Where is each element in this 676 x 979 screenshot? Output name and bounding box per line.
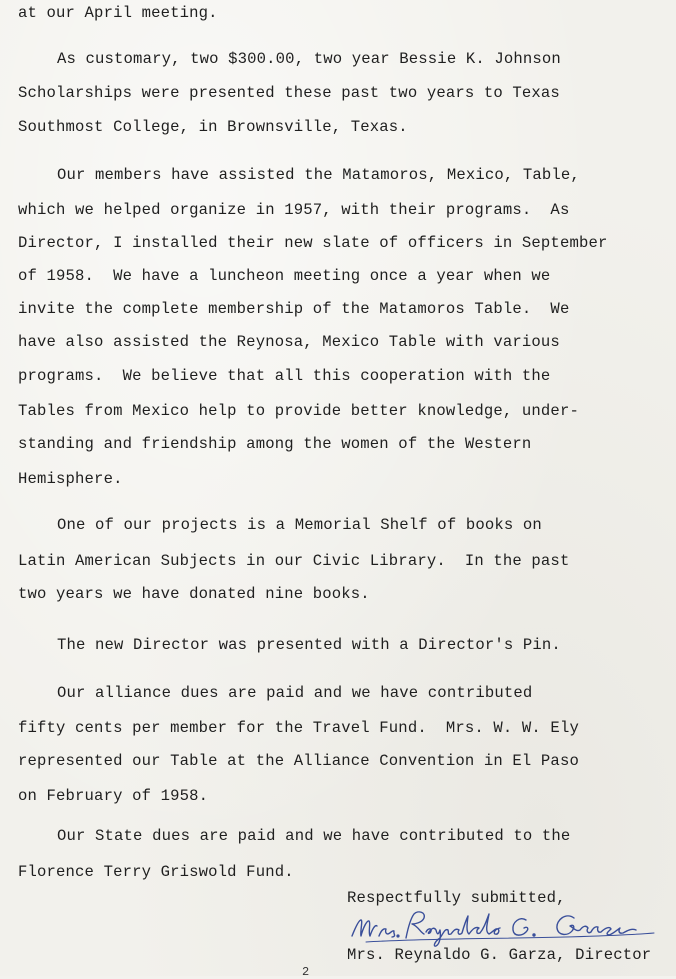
- text-line: Our State dues are paid and we have contributed to the: [57, 827, 571, 845]
- text-line: Our alliance dues are paid and we have contributed: [57, 684, 533, 702]
- text-line: represented our Table at the Alliance Convention in El Paso: [18, 752, 579, 770]
- text-line: on February of 1958.: [18, 787, 209, 805]
- text-line: at our April meeting.: [18, 4, 218, 22]
- typed-signature: Mrs. Reynaldo G. Garza, Director: [347, 946, 652, 964]
- closing-line: Respectfully submitted,: [347, 889, 566, 907]
- text-line: Our members have assisted the Matamoros, Mexico, Table,: [57, 166, 580, 184]
- text-line: invite the complete membership of the Matamoros Table. We: [18, 300, 570, 318]
- text-line: As customary, two $300.00, two year Bessie K. Johnson: [57, 50, 561, 68]
- text-line: have also assisted the Reynosa, Mexico Table with various: [18, 333, 560, 351]
- page-number: 2: [302, 965, 310, 979]
- text-line: Hemisphere.: [18, 470, 123, 488]
- text-line: Tables from Mexico help to provide better knowledge, under-: [18, 402, 579, 420]
- text-line: Southmost College, in Brownsville, Texas.: [18, 118, 408, 136]
- text-line: Director, I installed their new slate of officers in September: [18, 234, 608, 252]
- text-line: One of our projects is a Memorial Shelf of books on: [57, 516, 542, 534]
- text-line: Latin American Subjects in our Civic Library. In the past: [18, 552, 570, 570]
- text-line: Scholarships were presented these past two years to Texas: [18, 84, 560, 102]
- text-line: standing and friendship among the women of the Western: [18, 435, 532, 453]
- text-line: which we helped organize in 1957, with their programs. As: [18, 201, 570, 219]
- text-line: fifty cents per member for the Travel Fund. Mrs. W. W. Ely: [18, 719, 579, 737]
- text-line: programs. We believe that all this cooperation with the: [18, 367, 551, 385]
- text-line: The new Director was presented with a Director's Pin.: [57, 636, 561, 654]
- text-line: Florence Terry Griswold Fund.: [18, 863, 294, 881]
- text-line: of 1958. We have a luncheon meeting once a year when we: [18, 267, 551, 285]
- handwritten-signature: [348, 906, 658, 950]
- text-line: two years we have donated nine books.: [18, 585, 370, 603]
